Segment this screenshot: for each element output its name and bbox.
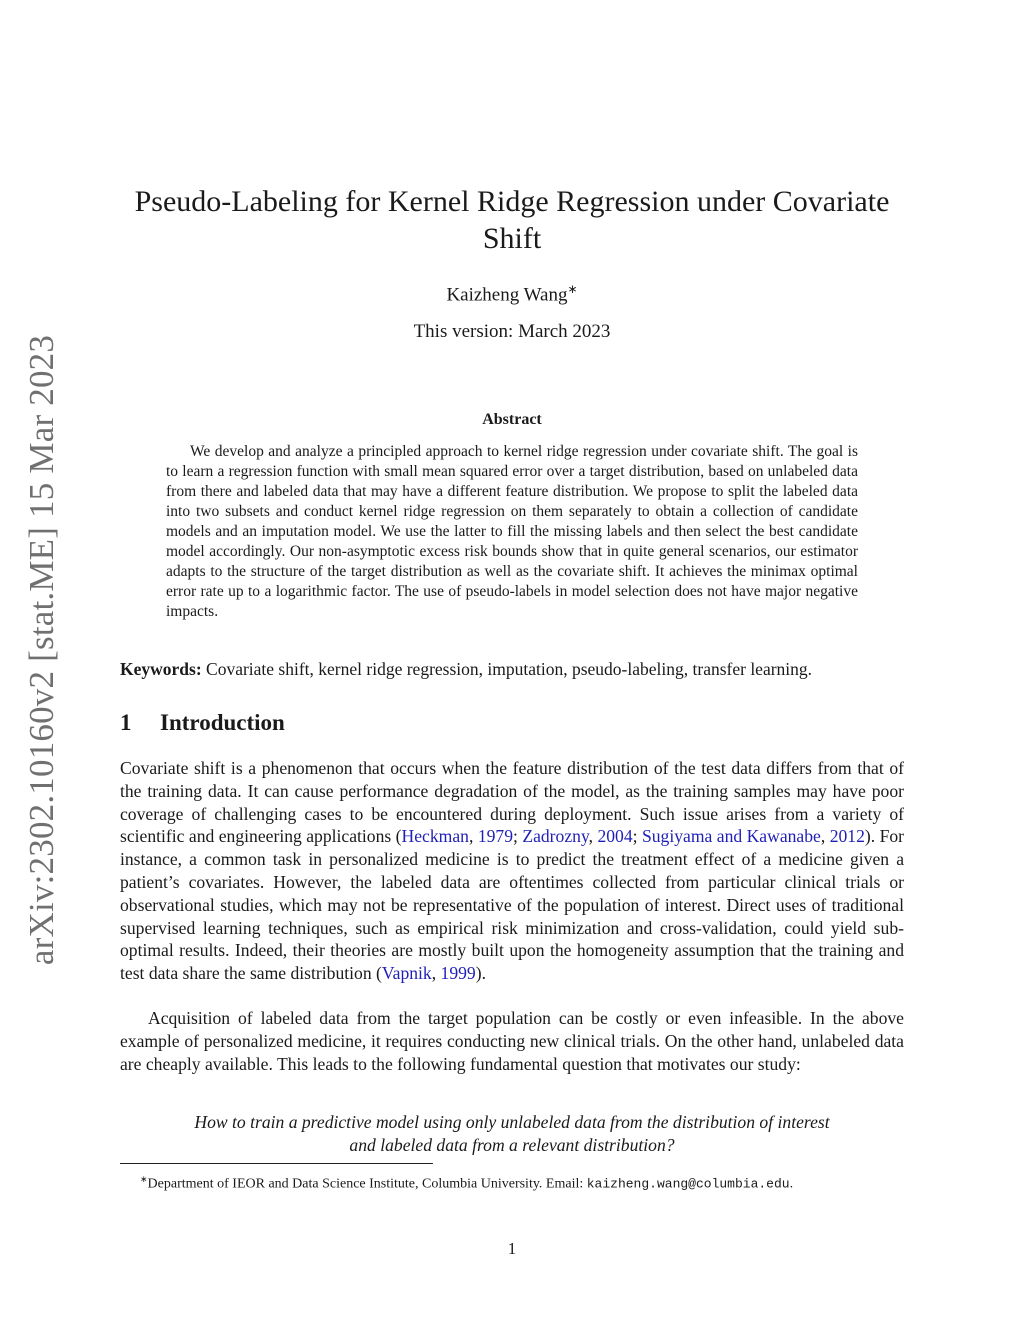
paragraph-text: , xyxy=(820,826,830,847)
keywords-line xyxy=(120,658,904,680)
intro-paragraph-1 xyxy=(120,757,904,985)
paragraph-text: , xyxy=(468,826,478,847)
keywords-text: Covariate shift, kernel ridge regression, imputation, pseudo-labeling, transfer learning. xyxy=(201,659,813,679)
author-footnote-mark[interactable]: ∗ xyxy=(567,282,578,296)
intro-paragraph-2: Acquisition of labeled data from the target population can be costly or even infeasible. In the above example of personalized medicine, it requires conducting new clinical trials. On the other hand, unlabeled data are cheaply available. This leads to the following fundamental question that motivates our study: xyxy=(120,1008,904,1074)
citation-sugiyama-kawanabe[interactable]: Sugiyama and Kawanabe xyxy=(641,826,821,847)
paragraph-text: , xyxy=(431,963,441,984)
abstract-text: We develop and analyze a principled approach to kernel ridge regression under covariate shift. The goal is to learn a regression function with small mean squared error over a target distribution, based on unlabeled data from there and labeled data that may have a different feature distribution. We propose to split the labeled data into two subsets and conduct kernel ridge regression on them separately to obtain a collection of candidate models and an imputation model. We use the latter to fill the missing labels and then select the best candidate model accordingly. Our non-asymptotic excess risk bounds show that in quite general scenarios, our estimator adapts to the structure of the target distribution as well as the covariate shift. It achieves the minimax optimal error rate up to a logarithmic factor. The use of pseudo-labels in model selection does not have major negative impacts. xyxy=(166,443,858,620)
paragraph-text: Covariate shift is a phenomenon that occurs when the feature distribution of the test data differs from that of the training data. It can cause performance degradation of the model, as the training samples may have poor coverage of challenging cases to be encountered during deployment. Such issue arises from a variety of scientific and engineering applications ( xyxy=(120,758,904,847)
footnote-divider xyxy=(120,1163,433,1164)
footnote-end: . xyxy=(789,1176,794,1192)
question-line-2: and labeled data from a relevant distribution? xyxy=(349,1134,675,1155)
research-question xyxy=(120,1111,904,1157)
citation-heckman[interactable]: Heckman xyxy=(401,826,469,847)
paragraph-text: ). xyxy=(475,963,486,984)
footnote xyxy=(140,1170,793,1194)
version-date: This version: March 2023 xyxy=(413,321,611,342)
citation-zadrozny-year[interactable]: 2004 xyxy=(597,826,633,847)
title-line-1: Pseudo-Labeling for Kernel Ridge Regression under Covariate xyxy=(134,185,890,218)
footnote-text: Department of IEOR and Data Science Institute, Columbia University. Email: xyxy=(147,1176,587,1192)
keywords-label: Keywords: xyxy=(120,659,202,679)
paragraph-text: ; xyxy=(513,826,523,847)
paragraph-text: ; xyxy=(632,826,642,847)
section-number: 1 xyxy=(120,710,132,735)
paper-title xyxy=(120,183,904,257)
abstract-heading: Abstract xyxy=(482,411,542,428)
citation-sugiyama-kawanabe-year[interactable]: 2012 xyxy=(829,826,865,847)
citation-vapnik[interactable]: Vapnik xyxy=(381,963,432,984)
page-number: 1 xyxy=(507,1239,517,1258)
author-line xyxy=(120,282,904,306)
arxiv-identifier-stamp: arXiv:2302.10160v2 [stat.ME] 15 Mar 2023 xyxy=(22,334,61,966)
section-heading-introduction xyxy=(120,710,285,736)
citation-vapnik-year[interactable]: 1999 xyxy=(440,963,476,984)
section-title: Introduction xyxy=(160,710,285,735)
footnote-email[interactable]: kaizheng.wang@columbia.edu xyxy=(586,1176,790,1192)
paragraph-text: ). For instance, a common task in personalized medicine is to predict the treatment effect of a medicine given a patient’s covariates. However, the labeled data are oftentimes collected from particular clinical trials or observational studies, which may not be representative of the population of interest. Direct uses of traditional supervised learning techniques, such as empirical risk minimization and cross-validation, could yield sub-optimal results. Indeed, their theories are mostly built upon the homogeneity assumption that the training and test data share the same distribution ( xyxy=(120,826,905,984)
citation-heckman-year[interactable]: 1979 xyxy=(477,826,513,847)
author-name: Kaizheng Wang xyxy=(446,284,568,306)
footnote-mark: ∗ xyxy=(140,1174,148,1184)
citation-zadrozny[interactable]: Zadrozny xyxy=(522,826,589,847)
title-line-2: Shift xyxy=(482,222,542,255)
question-line-1: How to train a predictive model using only unlabeled data from the distribution of interest xyxy=(194,1112,830,1132)
paragraph-text: , xyxy=(588,826,598,847)
